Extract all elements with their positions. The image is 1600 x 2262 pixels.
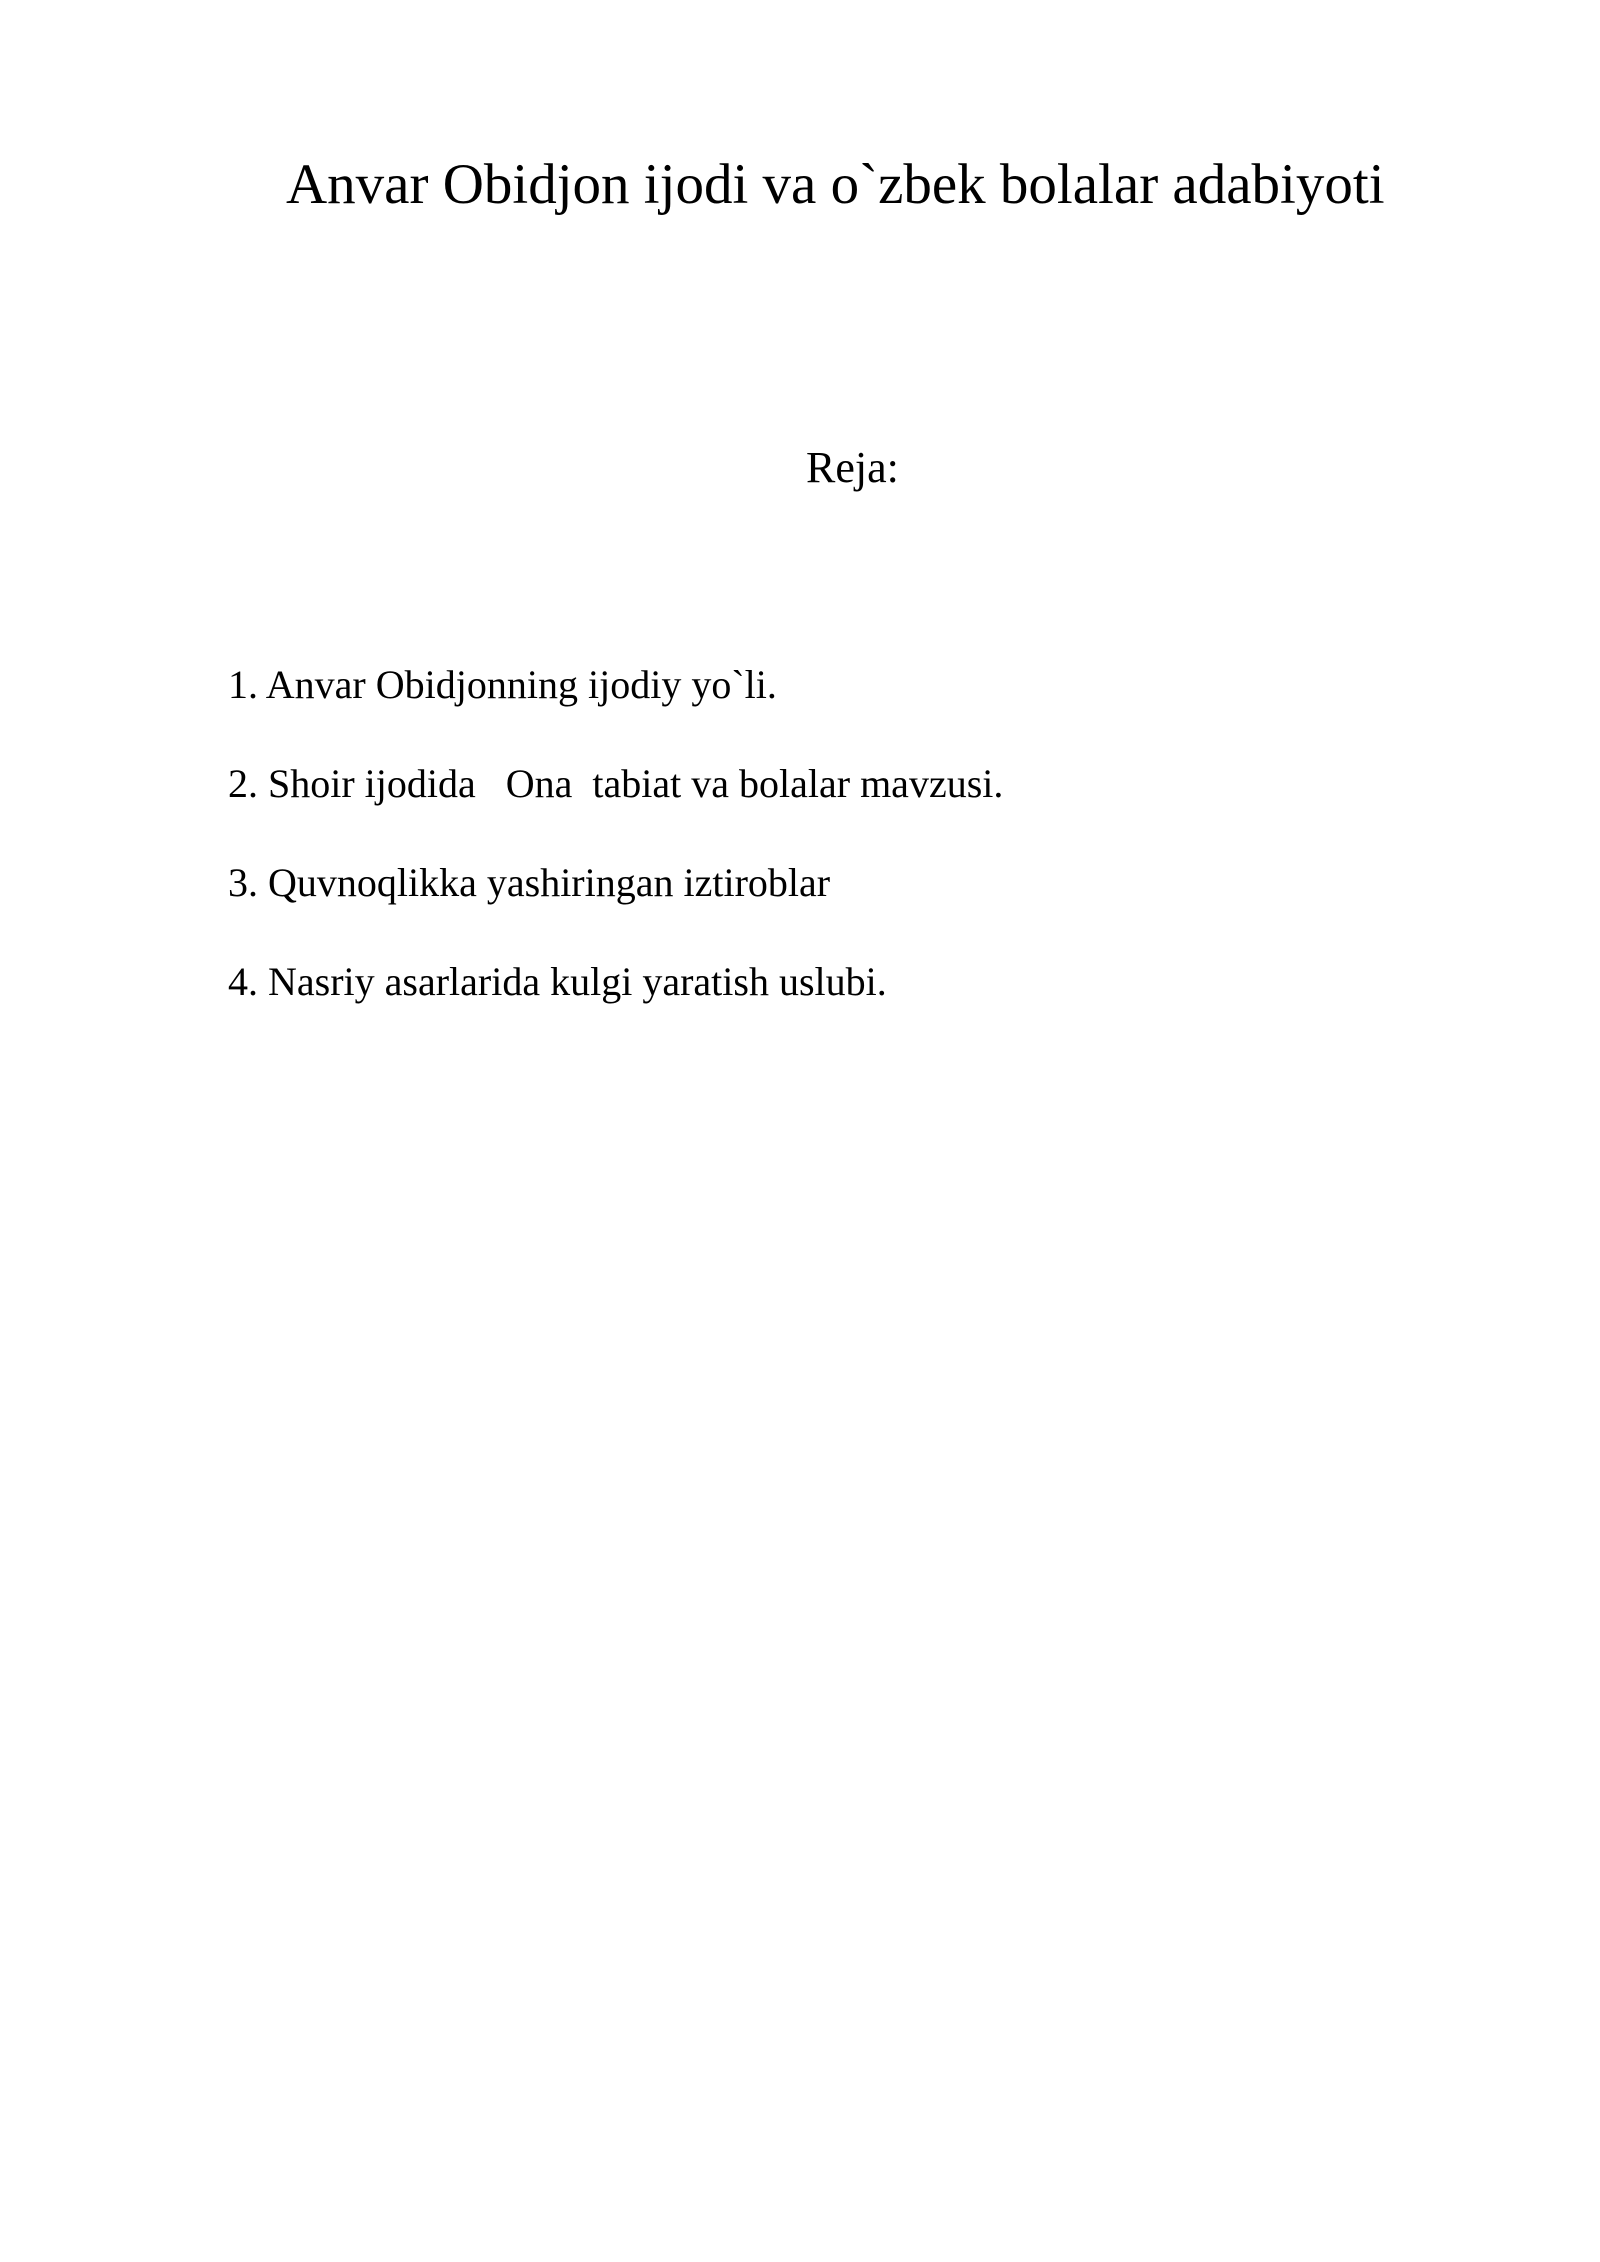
plan-item-2: 2. Shoir ijodida Ona tabiat va bolalar mavzusi. xyxy=(228,761,1004,806)
plan-heading: Reja: xyxy=(806,443,899,492)
document-title: Anvar Obidjon ijodi va o`zbek bolalar adabiyoti xyxy=(286,153,1385,216)
plan-item-1: 1. Anvar Obidjonning ijodiy yo`li. xyxy=(228,662,777,707)
plan-item-3: 3. Quvnoqlikka yashiringan iztiroblar xyxy=(228,860,831,905)
plan-item-4: 4. Nasriy asarlarida kulgi yaratish uslubi. xyxy=(228,959,887,1004)
plan-list xyxy=(228,660,1003,1056)
